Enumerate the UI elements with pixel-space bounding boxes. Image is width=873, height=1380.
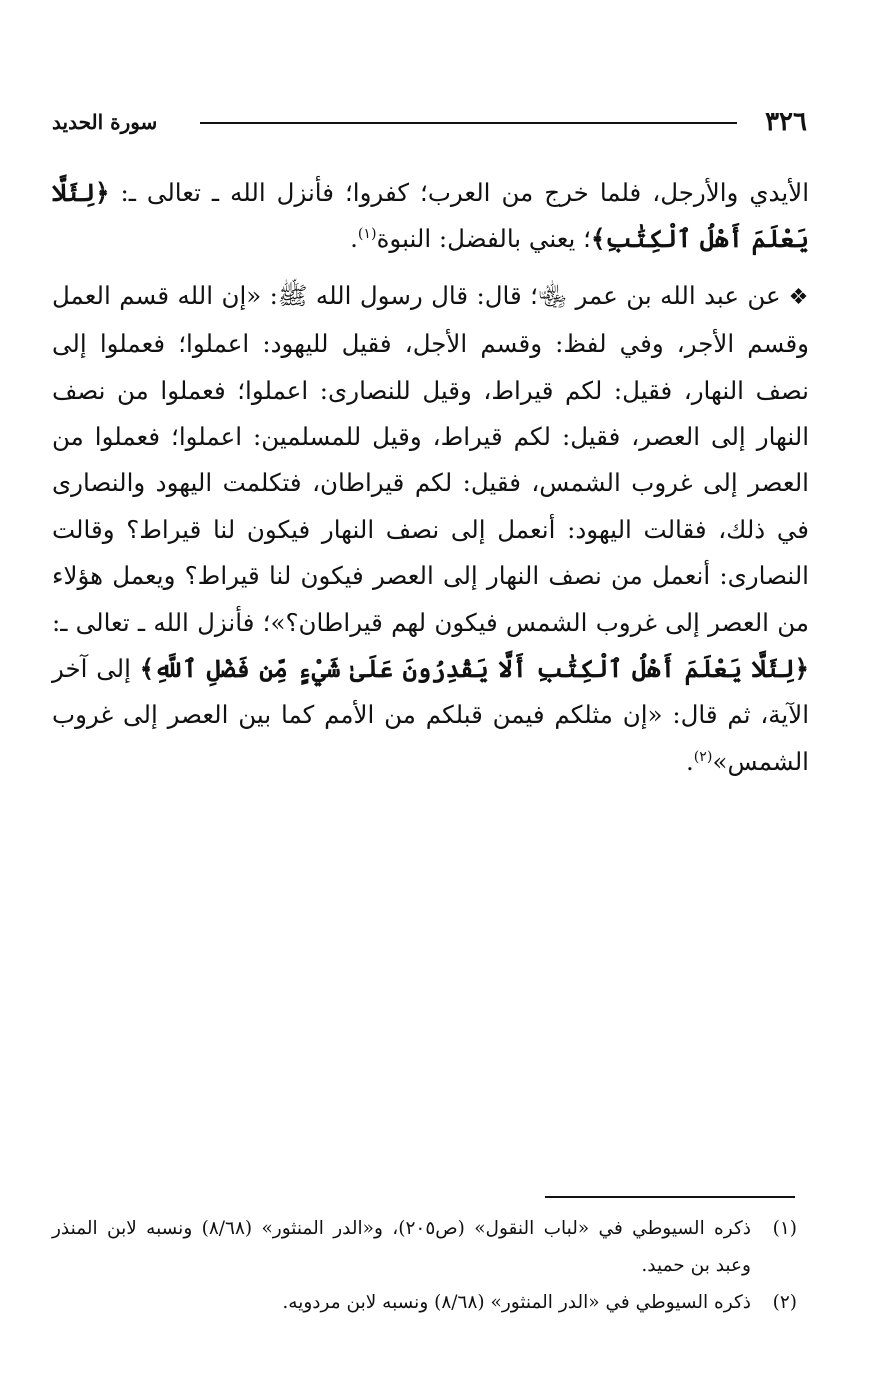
page-number: ٣٢٦	[765, 107, 807, 137]
quran-verse-2: ﴿لِئَلَّا يَعْلَمَ أَهْلُ ٱلْكِتَٰبِ أَلَّا يَقْدِرُونَ عَلَىٰ شَيْءٍ مِّن فَضْلِ ٱللَّهِ﴾	[139, 654, 809, 684]
footnotes	[52, 1210, 797, 1321]
paragraph-1-end: .	[350, 224, 358, 254]
paragraph-1-text-a: الأيدي والأرجل، فلما خرج من العرب؛ كفروا؛ فأنزل الله ـ تعالى ـ:	[109, 178, 809, 207]
running-header	[52, 104, 807, 140]
footnote-1-text: ذكره السيوطي في «لباب النقول» (ص٢٠٥)، و«الدر المنثور» (٨/٦٨) ونسبه لابن المنذر وعبد بن حميد.	[52, 1218, 752, 1276]
paragraph-2-text-a: عن عبد الله بن عمر ﵄؛ قال: قال رسول الله ﷺ: «إن الله قسم العمل وقسم الأجر، وفي لفظ: وقسم الأجل، فقيل لليهود: اعملوا؛ فعملوا إلى نصف النهار، فقيل: لكم قيراط، وقيل للنصارى: اعملوا؛ فعملوا من نصف النهار إلى العصر، فقيل: لكم قيراط، وقيل للمسلمين: اعملوا؛ فعملوا من العصر إلى غروب الشمس، فقيل: لكم قيراطان، فتكلمت اليهود والنصارى في ذلك، فقالت اليهود: أنعمل إلى نصف النهار فيكون لنا قيراط؟ وقالت النصارى: أنعمل من نصف النهار إلى العصر فيكون لنا قيراط؟ ويعمل هؤلاء من العصر إلى غروب الشمس فيكون لهم قيراطان؟»؛ فأنزل الله ـ تعالى ـ:	[52, 280, 809, 637]
footnote-ref-1[interactable]: (١)	[357, 226, 377, 243]
surah-title: سورة الحديد	[52, 110, 158, 134]
ornament-bullet-icon: ❖	[788, 284, 809, 310]
paragraph-2-end: .	[685, 746, 694, 776]
paragraph-2	[52, 273, 809, 785]
footnote-1-number: (١)	[772, 1218, 797, 1239]
footnote-2-text: ذكره السيوطي في «الدر المنثور» (٨/٦٨) ونسبه لابن مردويه.	[282, 1292, 751, 1313]
main-text	[52, 170, 809, 785]
footnote-ref-2[interactable]: (٢)	[693, 748, 713, 765]
footnote-separator	[545, 1196, 795, 1198]
footnote-1	[52, 1210, 797, 1284]
footnote-2	[52, 1284, 797, 1321]
paragraph-1-text-b: ؛ يعني بالفضل: النبوة	[376, 224, 591, 254]
header-rule	[200, 122, 737, 124]
footnote-2-number: (٢)	[772, 1292, 797, 1313]
paragraph-1	[52, 170, 809, 263]
quran-verse-1: ﴿لِئَلَّا يَعْلَمَ أَهْلُ ٱلْكِتَٰبِ﴾	[52, 178, 809, 254]
paragraph-2-text-b: إلى آخر الآية، ثم قال: «إن مثلكم فيمن قبلكم من الأمم كما بين العصر إلى غروب الشمس»	[52, 654, 809, 776]
